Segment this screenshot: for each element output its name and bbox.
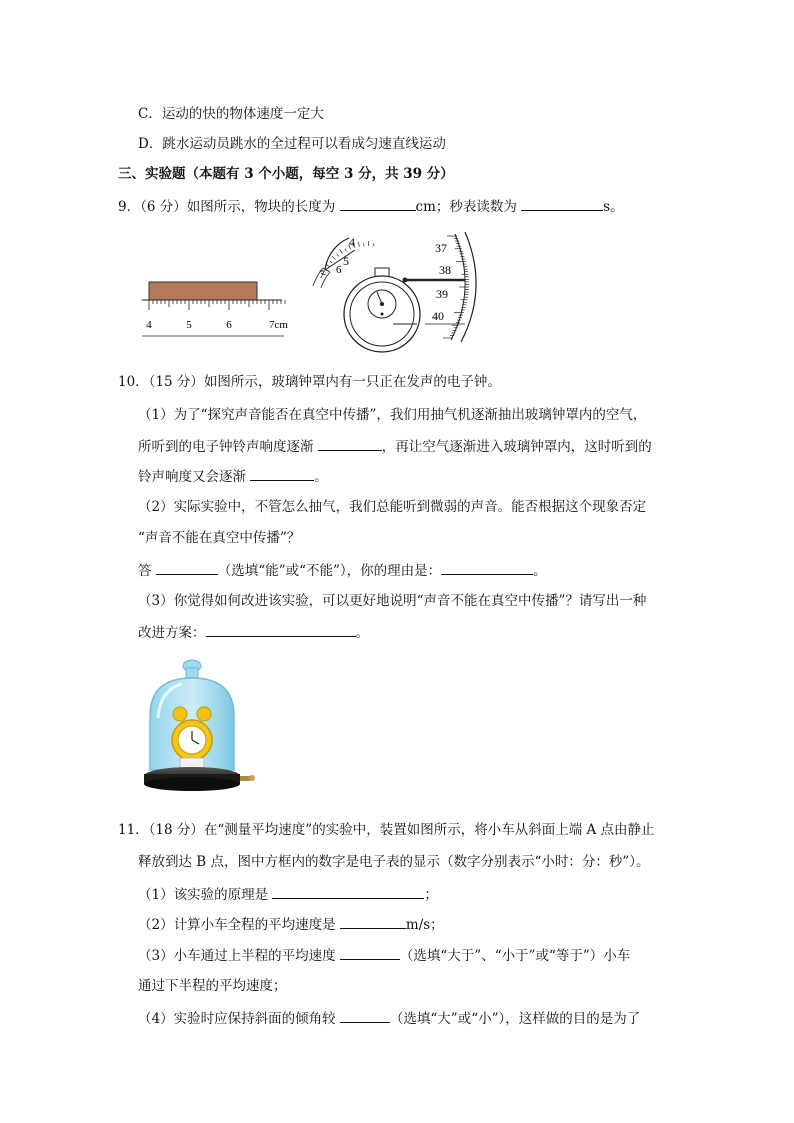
q10-part2-text: （选填“能”或“不能”），你的理由是： xyxy=(217,563,442,579)
q11-sub2-end: m/s； xyxy=(405,917,444,933)
q11-sub4 xyxy=(138,1008,640,1029)
q10-blank-3[interactable] xyxy=(156,560,218,575)
big-dial-label-40: 40 xyxy=(432,309,444,323)
q9-unit2: s。 xyxy=(603,199,624,215)
q11-stem-line2: 释放到达 B 点，图中方框内的数字是电子表的显示（数字分别表示“小时：分：秒”）。 xyxy=(138,854,650,870)
small-dial-tick xyxy=(337,254,339,256)
wood-block xyxy=(149,282,257,300)
section-heading: 三、实验题（本题有 3 个小题，每空 3 分，共 39 分） xyxy=(118,166,454,182)
q9-stem xyxy=(118,196,624,217)
q9-blank-length[interactable] xyxy=(340,196,416,211)
clock-bell-right xyxy=(197,707,211,721)
jar-neck xyxy=(186,668,198,678)
q11-blank-2[interactable] xyxy=(340,914,406,929)
ruler-label-6: 6 xyxy=(226,319,232,331)
q10-part1-line1: （1）为了“探究声音能否在真空中传播”，我们用抽气机逐渐抽出玻璃钟罩内的空气， xyxy=(138,407,647,423)
q11-sub4-end: （选填“大”或“小”），这样做的目的是为了 xyxy=(389,1011,641,1027)
small-dial-tick xyxy=(358,242,359,247)
q10-part1-text1: 所听到的电子钟铃声响度逐渐 xyxy=(138,439,318,455)
small-dial-tick xyxy=(332,256,336,259)
big-dial-label-38: 38 xyxy=(439,263,451,277)
q10-blank-2[interactable] xyxy=(250,466,314,481)
q9-unit1: cm；秒表读数为 xyxy=(415,199,522,215)
q11-sub3 xyxy=(138,945,630,966)
valve-knob xyxy=(249,775,255,781)
q10-part2-line1: （2）实际实验中，不管怎么抽气，我们总能听到微弱的声音。能否根据这个现象否定 xyxy=(138,499,647,515)
q11-blank-3[interactable] xyxy=(340,945,400,960)
clock-stand xyxy=(180,758,204,768)
q10-part3-line2 xyxy=(138,622,369,643)
q10-part1-text3: 铃声响度又会逐渐 xyxy=(138,469,251,485)
q11-blank-4[interactable] xyxy=(340,1008,390,1023)
ruler-figure xyxy=(138,276,298,342)
q11-stem-line1: 11．（18 分）在“测量平均速度”的实验中，装置如图所示，将小车从斜面上端 A 点由静止 xyxy=(118,822,655,838)
q10-part1-line2 xyxy=(138,436,652,457)
q11-sub2-text: （2）计算小车全程的平均速度是 xyxy=(138,917,340,933)
q11-sub1-text: （1）该实验的原理是 xyxy=(138,887,273,903)
small-dial-label-5: 5 xyxy=(343,254,349,268)
q11-sub1 xyxy=(138,884,438,905)
q10-answer-label: 答 xyxy=(138,563,156,579)
q10-part2-end: 。 xyxy=(533,563,547,579)
q11-blank-1[interactable] xyxy=(272,884,424,899)
q11-sub3-line2: 通过下半程的平均速度； xyxy=(138,978,287,994)
bell-jar-illustration xyxy=(136,658,256,800)
q9-blank-seconds[interactable] xyxy=(521,196,603,211)
q11-sub3-mid: （选填“大于”、“小于”或“等于”）小车 xyxy=(399,948,631,964)
air-valve xyxy=(240,776,250,781)
stopwatch-figure xyxy=(305,228,490,363)
clock-bell-left xyxy=(173,707,187,721)
ruler-label-7: 7cm xyxy=(269,319,288,331)
stopwatch-center xyxy=(381,313,384,316)
q10-part1-text4: 。 xyxy=(314,469,328,485)
q11-sub1-end: ； xyxy=(424,887,438,903)
q9-prefix: 9．（6 分）如图所示，物块的长度为 xyxy=(118,199,340,215)
small-dial-label-6: 6 xyxy=(336,264,342,276)
big-dial-label-37: 37 xyxy=(435,241,447,255)
q10-part3-end: 。 xyxy=(355,625,369,641)
q10-stem: 10．（15 分）如图所示，玻璃钟罩内有一只正在发声的电子钟。 xyxy=(118,374,501,390)
small-dial-label-7: 7 xyxy=(319,267,325,281)
ruler-ticks xyxy=(149,300,285,310)
q11-sub2 xyxy=(138,914,444,935)
q11-sub4-text: （4）实验时应保持斜面的倾角较 xyxy=(138,1011,340,1027)
ruler-label-5: 5 xyxy=(186,319,192,331)
option-d: D．跳水运动员跳水的全过程可以看成匀速直线运动 xyxy=(138,136,446,152)
q10-part2-line3 xyxy=(138,560,547,581)
small-dial-tick xyxy=(340,249,343,253)
q10-blank-4[interactable] xyxy=(441,560,533,575)
option-c: C．运动的快的物体速度一定大 xyxy=(138,106,324,122)
big-dial-label-39: 39 xyxy=(436,287,448,301)
jar-base-bottom xyxy=(144,777,240,791)
q10-part3-line1: （3）你觉得如何改进该实验，可以更好地说明“声音不能在真空中传播”？请写出一种 xyxy=(138,593,647,609)
small-dial-tick xyxy=(330,261,332,263)
small-dial-tick xyxy=(345,249,346,252)
q10-part1-text2: ，再让空气逐渐进入玻璃钟罩内，这时听到的 xyxy=(381,439,652,455)
q10-part1-line3 xyxy=(138,466,328,487)
q10-part2-line2: “声音不能在真空中传播”？ xyxy=(138,530,301,546)
q10-part3-text: 改进方案： xyxy=(138,625,206,641)
q11-sub3-text: （3）小车通过上半程的平均速度 xyxy=(138,948,340,964)
small-dial-label-4: 4 xyxy=(349,235,355,249)
q10-blank-1[interactable] xyxy=(318,436,382,451)
q10-blank-5[interactable] xyxy=(206,622,356,637)
ruler-label-4: 4 xyxy=(146,319,152,331)
